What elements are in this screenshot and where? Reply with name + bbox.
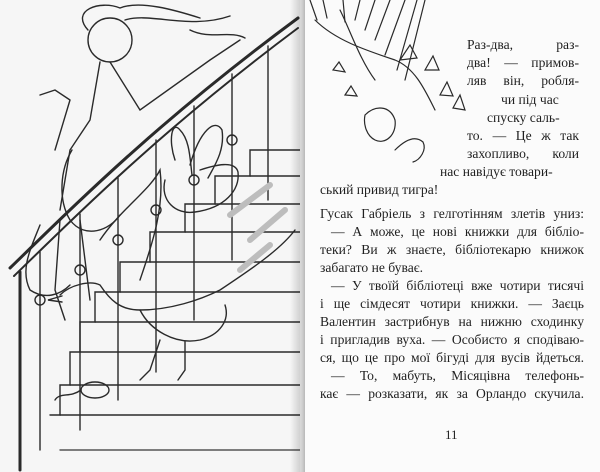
page-number: 11: [445, 427, 458, 442]
text-line: — А може, це нові книжки для бібліо-: [331, 224, 584, 239]
text-line: кає — розказати, як за Орландо скучила.: [320, 386, 584, 401]
text-line: спуску саль-: [487, 110, 560, 125]
text-line: нас навідує товари-: [440, 164, 553, 179]
text-line: ляв він, робля-: [467, 73, 579, 88]
motion-marks: [230, 185, 285, 270]
text-line: Гусак Габріель з гелготінням злетів униз:: [320, 206, 584, 221]
text-line: Раз-два, раз-: [467, 37, 579, 52]
text-line: ський привид тигра!: [320, 182, 439, 197]
goose-figure: [48, 170, 295, 380]
text-line: ся, що це про мої бігуді для вусів йдеться.: [320, 350, 584, 365]
text-line: захопливо, коли: [467, 146, 579, 161]
text-line: Валентин застрибнув на нижню сходинку: [320, 314, 584, 329]
text-line: два! — примов-: [467, 55, 579, 70]
text-line: теки? Ви ж знаєте, бібліотекарю книжок: [320, 242, 584, 257]
text-line: — То, мабуть, Місяцівна телефонь-: [331, 368, 584, 383]
right-page: [305, 0, 600, 472]
text-line: — У твоїй бібліотеці вже чотири тисячі: [331, 278, 584, 293]
text-line: чи під час: [501, 92, 559, 107]
text-line: то. — Це ж так: [467, 128, 579, 143]
girl-figure: [26, 5, 245, 320]
text-line: і пригладив вуха. — Особисто я сподіваю-: [320, 332, 584, 347]
text-line: забагато не буває.: [320, 260, 423, 275]
text-line: і ще сімдесят чотири книжки. — Заєць: [320, 296, 584, 311]
banister: [10, 18, 298, 470]
